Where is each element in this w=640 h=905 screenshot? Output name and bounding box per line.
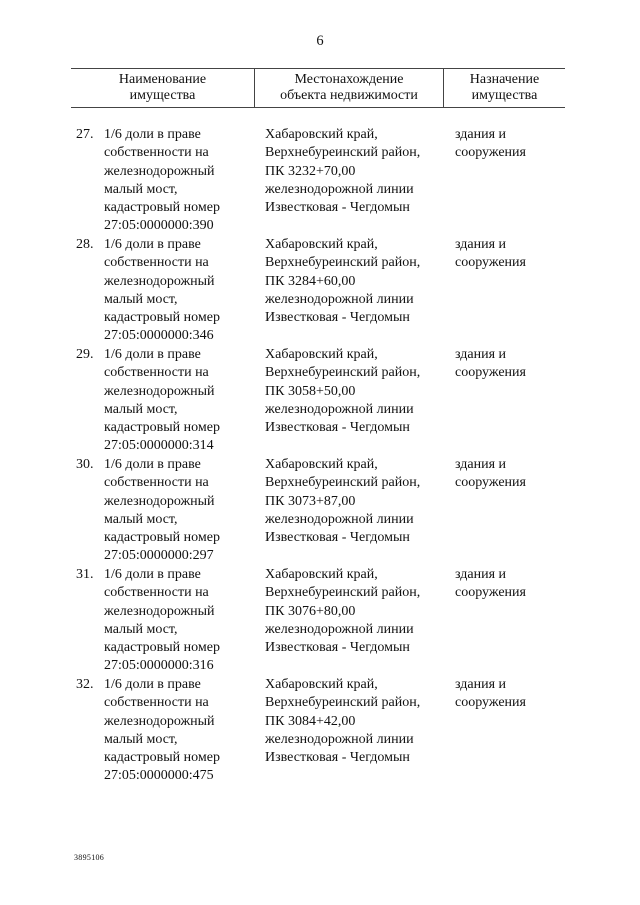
- property-location: Хабаровский край, Верхнебуреинский район, ПК 3232+70,00 железнодорожной линии Известковая - Чегдомын: [265, 127, 421, 216]
- table-body: [0, 126, 640, 786]
- property-name: 1/6 доли в праве собственности на железнодорожный малый мост, кадастровый номер 27:05:0000000:316: [104, 567, 220, 674]
- property-location: Хабаровский край, Верхнебуреинский район, ПК 3076+80,00 железнодорожной линии Известковая - Чегдомын: [265, 567, 421, 656]
- row-number: 31.: [76, 567, 94, 582]
- property-purpose: здания и сооружения: [455, 567, 526, 601]
- table-row: [0, 126, 640, 236]
- property-location: Хабаровский край, Верхнебуреинский район, ПК 3058+50,00 железнодорожной линии Известковая - Чегдомын: [265, 347, 421, 436]
- property-purpose: здания и сооружения: [455, 457, 526, 491]
- row-number: 30.: [76, 457, 94, 472]
- property-name: 1/6 доли в праве собственности на железнодорожный малый мост, кадастровый номер 27:05:0000000:346: [104, 237, 220, 344]
- property-purpose: здания и сооружения: [455, 347, 526, 381]
- property-purpose: здания и сооружения: [455, 237, 526, 271]
- property-location: Хабаровский край, Верхнебуреинский район, ПК 3073+87,00 железнодорожной линии Известковая - Чегдомын: [265, 457, 421, 546]
- table-header: [71, 68, 565, 108]
- table-row: [0, 456, 640, 566]
- property-purpose: здания и сооружения: [455, 677, 526, 711]
- property-name: 1/6 доли в праве собственности на железнодорожный малый мост, кадастровый номер 27:05:0000000:314: [104, 347, 220, 454]
- table-row: [0, 236, 640, 346]
- property-purpose: здания и сооружения: [455, 127, 526, 161]
- row-number: 28.: [76, 237, 94, 252]
- header-purpose: Назначение имущества: [469, 72, 540, 103]
- table-row: [0, 566, 640, 676]
- page-number: 6: [316, 33, 324, 49]
- table-row: [0, 676, 640, 786]
- row-number: 27.: [76, 127, 94, 142]
- row-number: 32.: [76, 677, 94, 692]
- property-location: Хабаровский край, Верхнебуреинский район, ПК 3084+42,00 железнодорожной линии Известковая - Чегдомын: [265, 677, 421, 766]
- property-name: 1/6 доли в праве собственности на железнодорожный малый мост, кадастровый номер 27:05:0000000:475: [104, 677, 220, 784]
- property-name: 1/6 доли в праве собственности на железнодорожный малый мост, кадастровый номер 27:05:0000000:297: [104, 457, 220, 564]
- property-name: 1/6 доли в праве собственности на железнодорожный малый мост, кадастровый номер 27:05:0000000:390: [104, 127, 220, 234]
- property-location: Хабаровский край, Верхнебуреинский район, ПК 3284+60,00 железнодорожной линии Известковая - Чегдомын: [265, 237, 421, 326]
- header-name: Наименование имущества: [118, 72, 207, 103]
- table-row: [0, 346, 640, 456]
- row-number: 29.: [76, 347, 94, 362]
- header-location: Местонахождение объекта недвижимости: [280, 72, 418, 103]
- document-code: 3895106: [74, 853, 105, 862]
